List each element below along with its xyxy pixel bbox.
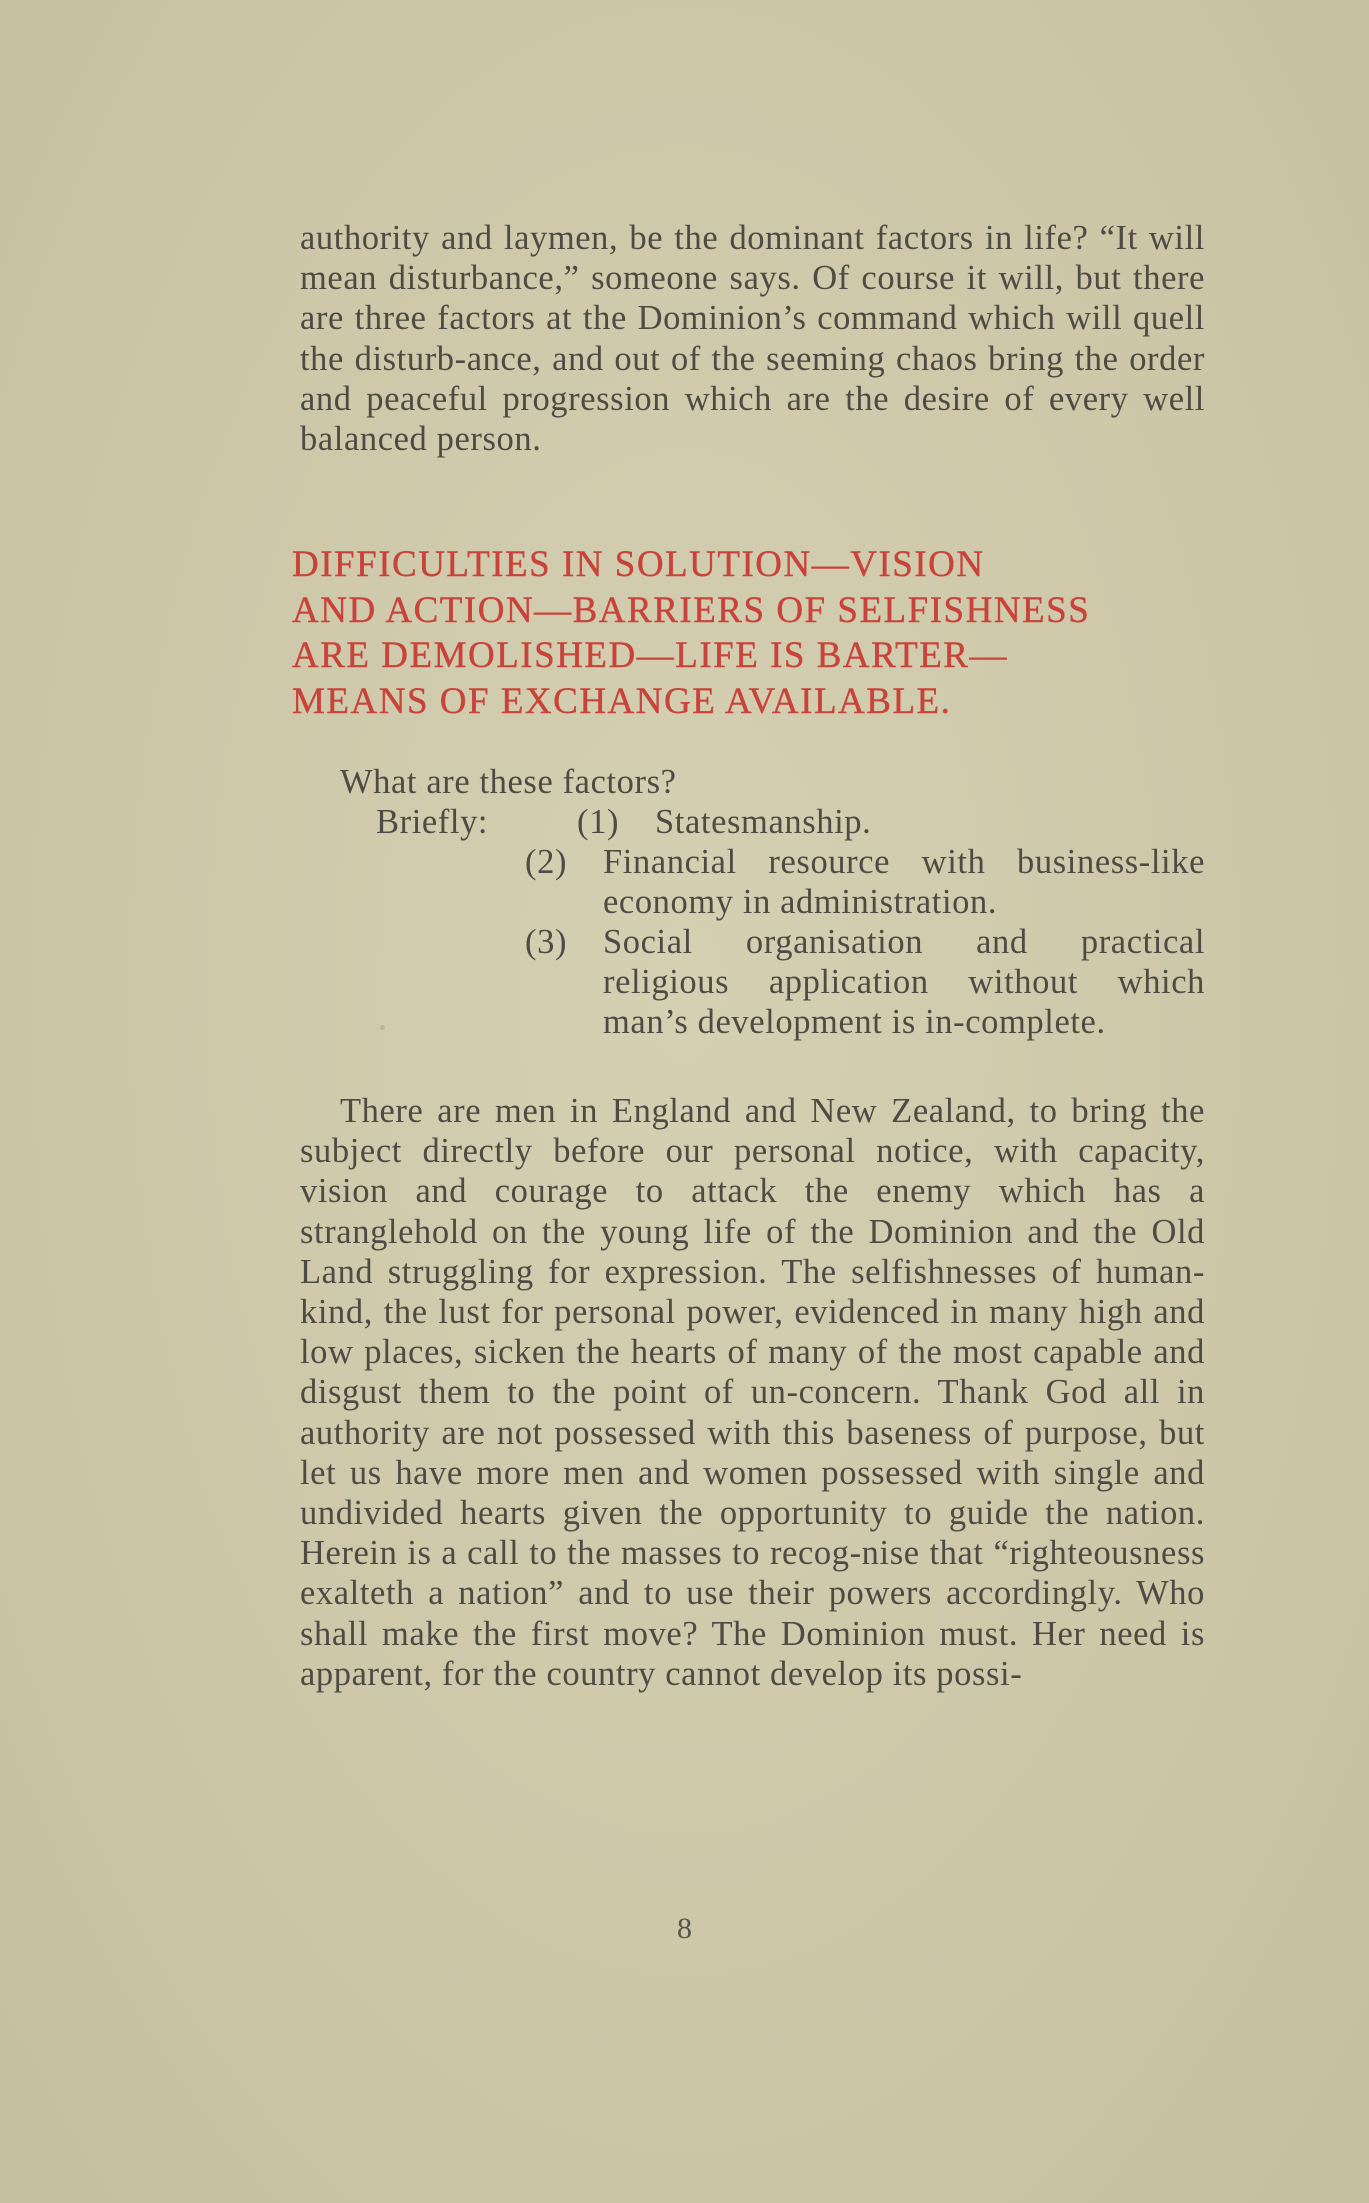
factor-item: [300, 802, 1205, 842]
factor-item: [300, 922, 1205, 1042]
body-paragraph-1: authority and laymen, be the dominant factors in life? “It will mean disturbance,” someone says. Of course it will, but there are three factors at the Dominion’s command which will quell the disturb-ance, and out of the seeming chaos bring the order and peaceful progression which are the desire of every well balanced person.: [300, 219, 1205, 459]
factor-item: [300, 842, 1205, 922]
factor-number: (1): [577, 803, 620, 841]
factors-intro: What are these factors?: [340, 763, 677, 801]
paper-speck: [380, 1025, 385, 1030]
factors-list: [300, 762, 1205, 1042]
section-heading: [292, 542, 1207, 724]
factor-text: Financial resource with business-like economy in administration.: [603, 843, 1205, 921]
factor-number: (2): [525, 843, 568, 881]
factor-text: Statesmanship.: [655, 803, 872, 841]
factor-number: (3): [525, 923, 568, 961]
page-number: 8: [677, 1912, 692, 1945]
factor-text: Social organisation and practical religious application without which man’s development is in-complete.: [603, 923, 1205, 1041]
heading-line: AND ACTION—BARRIERS OF SELFISHNESS: [292, 589, 1091, 631]
heading-line: DIFFICULTIES IN SOLUTION—VISION: [292, 544, 985, 585]
body-paragraph-2: There are men in England and New Zealand, to bring the subject directly before our personal notice, with capacity, vision and courage to attack the enemy which has a stranglehold on the young life of the Dominion and the Old Land struggling for expression. The selfishnesses of human-kind, the lust for personal power, evidenced in many high and low places, sicken the hearts of many of the most capable and disgust them to the point of un-concern. Thank God all in authority are not possessed with this baseness of purpose, but let us have more men and women possessed with single and undivided hearts given the opportunity to guide the nation. Herein is a call to the masses to recog-nise that “righteousness exalteth a nation” and to use their powers accordingly. Who shall make the first move? The Dominion must. Her need is apparent, for the country cannot develop its possi-: [300, 1092, 1205, 1693]
heading-line: MEANS OF EXCHANGE AVAILABLE.: [292, 680, 952, 722]
heading-line: ARE DEMOLISHED—LIFE IS BARTER—: [292, 635, 1008, 676]
briefly-label: Briefly:: [376, 803, 489, 841]
